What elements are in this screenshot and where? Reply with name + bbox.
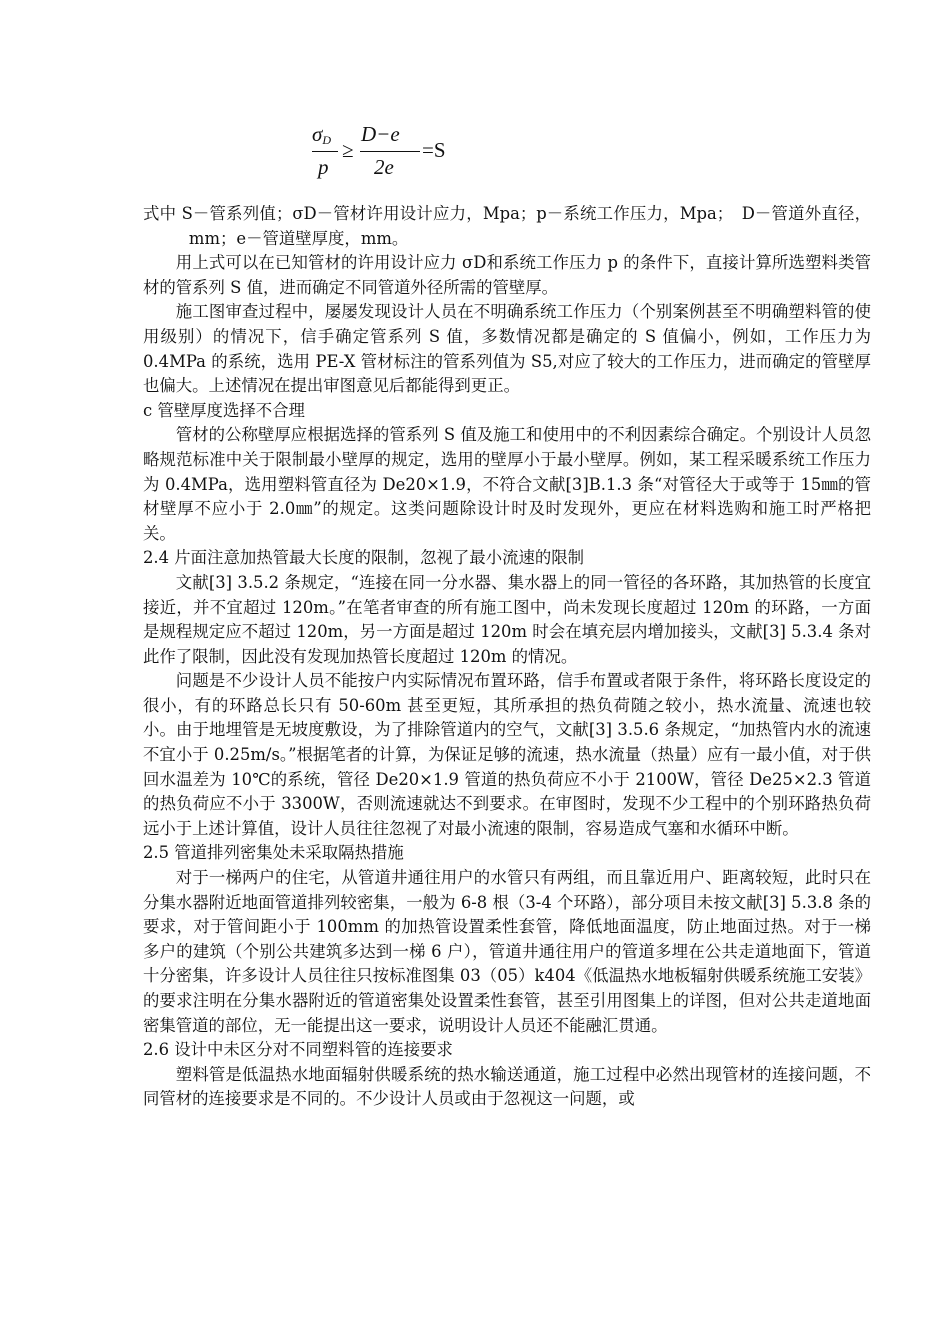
subheading: c 管壁厚度选择不合理: [143, 400, 305, 420]
formula-sigma: σD: [312, 122, 332, 147]
formula-fraction-bar-right: [360, 151, 420, 152]
paragraph: 对于一梯两户的住宅，从管道井通往用户的水管只有两组，而且靠近用户、距离较短，此时只在分集水器附近地面管道排列较密集，一般为 6-8 根（3-4 个环路），部分项目未按文献[3] 5.3.8 条的要求，对于管间距小于 100mm 的加热管设置柔性套管，降低地面温度，防止地面过热。对于一梯多户的建筑（个别公共建筑多达到一梯 6 户），管道井通往用户的管道多埋在公共走道地面下，管道十分密集，许多设计人员往往只按标准图集 03（05）k404《低温热水地板辐射供暖系统施工安装》的要求注明在分集水器附近的管道密集处设置柔性套管，甚至引用图集上的详图，但对公共走道地面密集管道的部位，无一能提出这一要求，说明设计人员还不能融汇贯通。: [143, 868, 871, 1035]
paragraph: 塑料管是低温热水地面辐射供暖系统的热水输送通道，施工过程中必然出现管材的连接问题，不同管材的连接要求是不同的。不少设计人员或由于忽视这一问题，或: [143, 1064, 871, 1109]
paragraph: 问题是不少设计人员不能按户内实际情况布置环路，信手布置或者限于条件，将环路长度设定的很小，有的环路总长只有 50-60m 甚至更短，其所承担的热负荷随之较小，热水流量、流速也较小。由于地埋管是无坡度敷设，为了排除管道内的空气，文献[3] 3.5.6 条规定，“加热管内水的流速不宜小于 0.25m/s。”根据笔者的计算，为保证足够的流速，热水流量（热量）应有一最小值，对于供回水温差为 10℃的系统，管径 De20×1.9 管道的热负荷应不小于 2100W，管径 De25×2.3 管道的热负荷应不小于 3300W，否则流速就达不到要求。在审图时，发现不少工程中的个别环路热负荷远小于上述计算值，设计人员往往忽视了对最小流速的限制，容易造成气塞和水循环中断。: [143, 671, 871, 838]
formula-fraction-bar-left: [312, 151, 338, 152]
paragraph: 施工图审查过程中，屡屡发现设计人员在不明确系统工作压力（个别案例甚至不明确塑料管的使用级别）的情况下，信手确定管系列 S 值，多数情况都是确定的 S 值偏小，例如，工作压力为 0.4MPa 的系统，选用 PE-X 管材标注的管系列值为 S5,对应了较大的工作压力，进而确定的管壁厚也偏大。上述情况在提出审图意见后都能得到更正。: [143, 302, 871, 396]
formula-p: p: [318, 155, 329, 179]
paragraph: 用上式可以在已知管材的许用设计应力 σD和系统工作压力 p 的条件下，直接计算所选塑料类管材的管系列 S 值，进而确定不同管道外径所需的管壁厚。: [143, 253, 871, 297]
section-heading: 2.4 片面注意加热管最大长度的限制，忽视了最小流速的限制: [143, 548, 585, 568]
section-heading: 2.6 设计中未区分对不同塑料管的连接要求: [143, 1040, 453, 1060]
paragraph: 管材的公称壁厚应根据选择的管系列 S 值及施工和使用中的不利因素综合确定。个别设计人员忽略规范标准中关于限制最小壁厚的规定，选用的壁厚小于最小壁厚。例如，某工程采暖系统工作压力为 0.4MPa，选用塑料管直径为 De20×1.9，不符合文献[3]B.1.3 条“对管径大于或等于 15㎜的管材壁厚不应小于 2.0㎜”的规定。这类问题除设计时及时发现外，更应在材料选购和施工时严格把关。: [143, 425, 871, 543]
formula-numerator: D−e: [361, 122, 400, 146]
pipe-series-formula: [312, 118, 472, 184]
formula-rhs: =S: [422, 138, 446, 162]
formula-geq: ≥: [342, 138, 354, 162]
body-text: [143, 202, 871, 1112]
paragraph: 文献[3] 3.5.2 条规定，“连接在同一分水器、集水器上的同一管径的各环路，其加热管的长度宜接近，并不宜超过 120m。”在笔者审查的所有施工图中，尚未发现长度超过 120m 的环路，一方面是规程规定应不超过 120m，另一方面是超过 120m 时会在填充层内增加接头，文献[3] 5.3.4 条对此作了限制，因此没有发现加热管长度超过 120m 的情况。: [143, 572, 871, 666]
formula-legend: 式中 S－管系列值；σD－管材许用设计应力，Mpa；p－系统工作压力，Mpa； D－管道外直径，mm；e－管道壁厚度，mm。: [143, 204, 871, 248]
formula-denominator: 2e: [374, 155, 394, 179]
section-heading: 2.5 管道排列密集处未采取隔热措施: [143, 843, 404, 863]
